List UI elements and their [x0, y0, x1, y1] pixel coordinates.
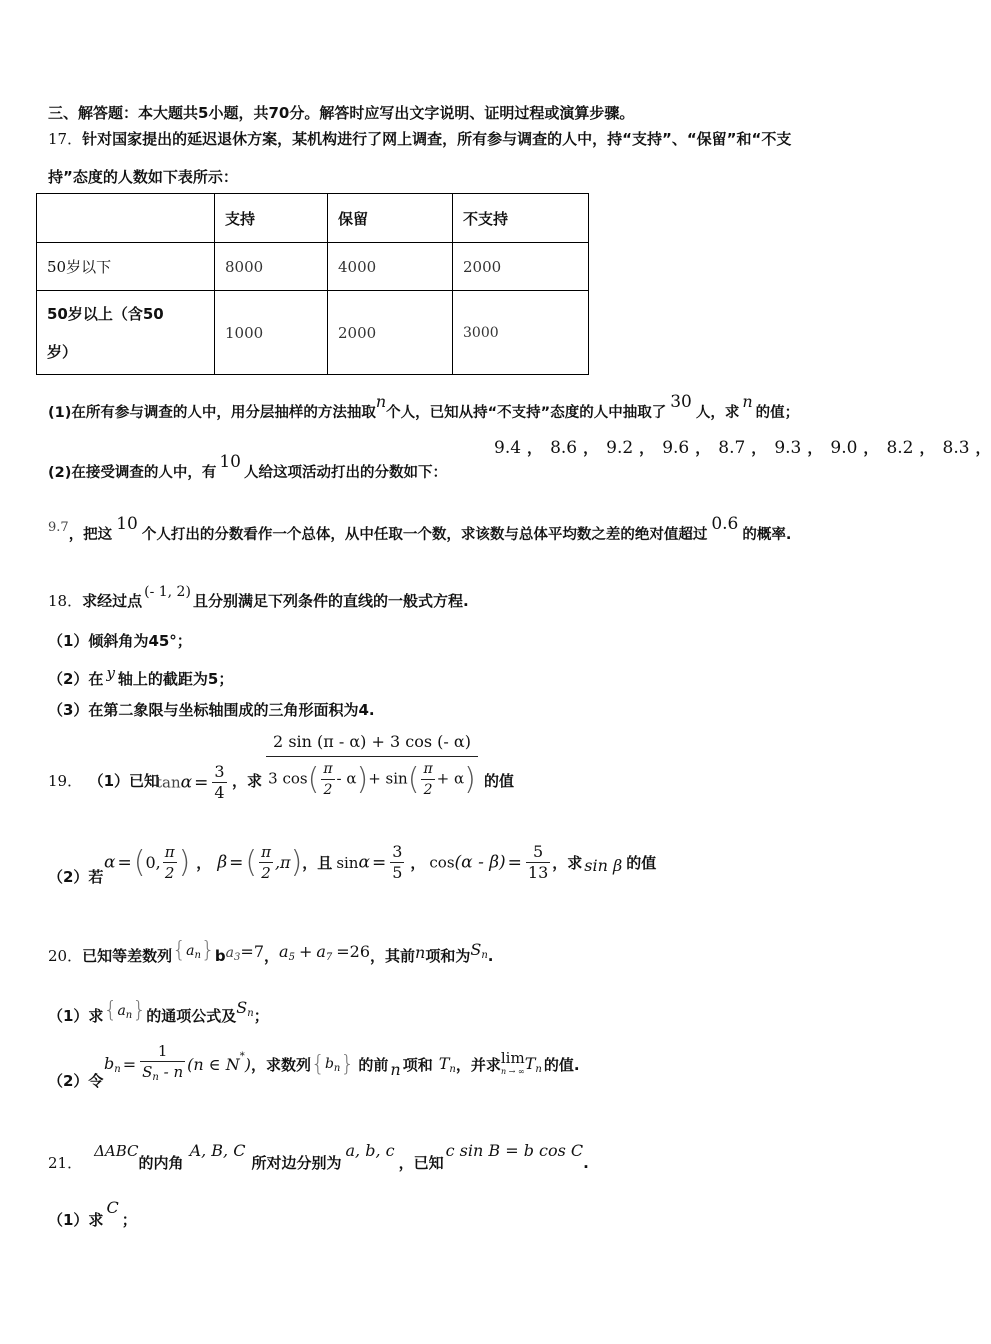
big-fraction-denominator — [266, 757, 478, 800]
subscript-n: n — [247, 1008, 254, 1019]
q21-text-a: 的内角 — [138, 1154, 184, 1172]
q17-p2-text-c: ，把这 — [68, 527, 113, 543]
q17-p2-text-a: (2)在接受调查的人中，有 — [48, 465, 217, 481]
pi-over-2 — [163, 842, 177, 883]
pi-over-2 — [321, 759, 334, 800]
paren-close: ) — [356, 762, 369, 797]
fraction-3-4 — [212, 762, 226, 803]
subscript-n: n — [152, 1072, 159, 1083]
two: 2 — [164, 864, 175, 882]
subscript-3: 3 — [234, 952, 241, 963]
row-label-text: 50岁以下 — [47, 258, 112, 276]
score: 9.0 — [830, 438, 858, 458]
alpha-minus-beta: (α - β) — [454, 852, 506, 873]
cos-term: 3 cos — [268, 769, 308, 788]
q20-part2-expression — [104, 1041, 580, 1088]
brace-close: } — [200, 938, 215, 963]
separator: ， — [751, 439, 767, 457]
table-cell: 2000 — [328, 291, 453, 375]
separator: ， — [695, 439, 711, 457]
subscript-n: n — [449, 1064, 456, 1075]
var-a: a — [225, 945, 235, 961]
q19-p1-label: （1）已知 — [96, 772, 160, 790]
q18-item2-prefix: （2）在 — [48, 670, 104, 688]
q17-p1-text-c: 人，求 — [695, 405, 740, 421]
plus-alpha: + α — [436, 769, 465, 788]
eq-7: =7 — [240, 942, 264, 961]
survey-table — [36, 193, 589, 375]
q18-stem — [48, 584, 469, 611]
equals-sign: = — [194, 772, 209, 793]
var-T: T — [438, 1054, 450, 1073]
table-header-cell: 支持 — [215, 194, 328, 243]
subscript-n: n — [114, 1064, 121, 1075]
pi-over-2 — [259, 842, 273, 883]
q21-text-b: 所对边分别为 — [251, 1154, 342, 1172]
q17-p1-text-d: 的值； — [755, 405, 800, 421]
var-n: n — [390, 1060, 401, 1079]
num-0-6: 0.6 — [711, 514, 739, 534]
sin-function: sin — [336, 853, 359, 872]
q20-p2-text-d: 项和 — [402, 1056, 433, 1074]
Tn — [525, 1054, 542, 1073]
eq-26: =26 — [336, 942, 371, 961]
lim-subscript: n → ∞ — [500, 1066, 525, 1076]
angles-abc: A, B, C — [189, 1141, 246, 1160]
subscript-n: n — [535, 1064, 542, 1075]
seq-an — [186, 943, 201, 959]
table-header-cell — [37, 194, 215, 243]
minus-n: - n — [163, 1063, 184, 1081]
brace-open: { — [103, 998, 118, 1023]
q19-p2-expression — [104, 842, 656, 883]
q17-part2-line2 — [48, 514, 791, 544]
separator: ， — [919, 439, 935, 457]
pi: π — [164, 843, 175, 861]
tail-text: 的值 — [626, 854, 657, 872]
table-header-cell: 不支持 — [453, 194, 589, 243]
q17-p2-text-b: 人给这项活动打出的分数如下： — [243, 465, 447, 481]
paren-open: ( — [245, 845, 258, 880]
q17-p2-text-e: 的概率. — [742, 527, 792, 543]
subscript-5: 5 — [288, 952, 295, 963]
q17-p1-text-b: 个人，已知从持“不支持”态度的人中抽取了 — [386, 405, 667, 421]
triangle-abc: ΔABC — [94, 1142, 139, 1160]
two: 2 — [323, 782, 333, 798]
plus-sign: + — [298, 942, 313, 961]
q20-p1-text-b: 的通项公式及 — [146, 1007, 237, 1025]
period: . — [487, 947, 494, 965]
Sn — [236, 998, 253, 1017]
num-30: 30 — [670, 392, 692, 412]
q20-p2-text-c: 的前 — [358, 1056, 389, 1074]
subscript-n: n — [333, 1062, 341, 1074]
comma-pi: ,π — [274, 853, 291, 872]
var-n: n — [375, 392, 387, 411]
numerator: 3 — [214, 762, 225, 781]
score: 8.2 — [886, 438, 914, 458]
table-row — [37, 243, 589, 291]
q18-item3: （3）在第二象限与坐标轴围成的三角形面积为4. — [48, 701, 375, 719]
q21-text-c: ，已知 — [398, 1154, 444, 1172]
sin-term: + sin — [368, 769, 408, 788]
var-a: a — [279, 942, 289, 961]
table-row-label — [37, 243, 215, 291]
minus-alpha: - α — [336, 769, 357, 788]
brace-close: } — [340, 1052, 355, 1077]
var-alpha: α — [180, 772, 193, 793]
q21-part1 — [48, 1198, 137, 1230]
var-a: a — [186, 943, 195, 959]
paren-open: ( — [133, 845, 146, 880]
separator: ， — [410, 854, 426, 872]
score: 9.2 — [606, 438, 634, 458]
point-coordinates: (- 1, 2) — [144, 584, 191, 600]
q17-part1 — [48, 392, 799, 422]
q17-p1-text-a: (1)在所有参与调查的人中，用分层抽样的方法抽取 — [48, 405, 376, 421]
q20-stem — [48, 938, 494, 966]
separator: ， — [639, 439, 655, 457]
fraction-3-5 — [390, 842, 404, 883]
seq-an — [117, 1003, 132, 1019]
numerator: 5 — [526, 842, 550, 863]
separator: ， — [196, 854, 212, 872]
big-fraction-numerator: 2 sin (π - α) + 3 cos (- α) — [266, 730, 478, 757]
superscript-star: * — [239, 1051, 245, 1062]
section-header: 三、解答题：本大题共5小题，共70分。解答时应写出文字说明、证明过程或演算步骤。 — [48, 104, 635, 122]
subscript-7: 7 — [325, 952, 333, 963]
q21-p1-text-b: ； — [121, 1211, 137, 1229]
equation-given: c sin B = b cos C — [445, 1141, 584, 1160]
paren-close: ) — [464, 762, 476, 797]
two: 2 — [423, 782, 433, 798]
subscript-n: n — [125, 1010, 133, 1021]
var-y: y — [106, 664, 115, 682]
q18-item2 — [48, 664, 233, 689]
q20-p2-text-b: ，求数列 — [250, 1056, 311, 1074]
num-10: 10 — [219, 452, 241, 472]
equals-sign: = — [122, 1055, 137, 1074]
denominator: 5 — [392, 863, 403, 882]
sides-abc: a, b, c — [345, 1141, 395, 1160]
q20-p1-text-c: ； — [253, 1007, 269, 1025]
q17-p2-text-d: 个人打出的分数看作一个总体，从中任取一个数，求该数与总体平均数之差的绝对值超过 — [141, 527, 708, 543]
pi: π — [261, 843, 271, 861]
var-a: a — [316, 942, 326, 961]
var-b: b — [104, 1054, 115, 1073]
num-10: 10 — [116, 514, 138, 534]
lim-text: lim — [500, 1048, 525, 1067]
bn — [104, 1054, 121, 1073]
score: 9.7 — [48, 520, 69, 535]
var-b: b — [324, 1055, 334, 1072]
q19-tail: 的值 — [484, 772, 515, 790]
var-n: n — [415, 943, 426, 962]
table-cell: 8000 — [215, 243, 328, 291]
fraction-bn — [140, 1041, 185, 1088]
seq-bn — [325, 1056, 340, 1072]
var-C: C — [106, 1198, 119, 1217]
paren-open: ( — [407, 762, 420, 797]
brace-close: } — [132, 998, 147, 1023]
table-row — [37, 291, 589, 375]
q19-number: 19． — [48, 772, 83, 790]
domain-n-in-N: (n ∈ N — [187, 1055, 240, 1074]
equals-sign: = — [117, 852, 132, 873]
q19-p2-label: （2）若 — [48, 868, 104, 886]
paren-open: ( — [307, 762, 320, 797]
a5 — [279, 942, 295, 961]
score: 9.4 — [494, 438, 522, 458]
equals-sign: = — [229, 852, 244, 873]
var-a: a — [117, 1003, 126, 1019]
q18-item1: （1）倾斜角为45°； — [48, 632, 192, 650]
q18-text-b: 且分别满足下列条件的直线的一般式方程. — [192, 592, 469, 610]
q17-part2-line1 — [48, 452, 447, 482]
subscript-n: n — [194, 950, 201, 961]
zero: 0, — [145, 853, 161, 872]
q20-number: 20． — [48, 947, 83, 965]
q20-text-b: b — [214, 947, 226, 965]
q21-stem — [48, 1141, 589, 1173]
paren-close: ) — [178, 845, 191, 880]
row-label-line1: 50岁以上（含50 — [47, 304, 164, 323]
cos-function: cos — [429, 853, 455, 872]
q20-part1 — [48, 998, 269, 1026]
Tn — [439, 1054, 456, 1073]
numerator: 3 — [392, 842, 403, 861]
denominator: 4 — [214, 783, 225, 802]
var-S: S — [142, 1063, 153, 1081]
and-text: ，且 — [302, 854, 333, 872]
separator: ， — [583, 439, 599, 457]
table-cell: 3000 — [453, 291, 589, 375]
pi-over-2 — [421, 759, 434, 800]
q18-item2-text: 轴上的截距为5； — [117, 670, 234, 688]
table-cell: 1000 — [215, 291, 328, 375]
var-S: S — [236, 998, 248, 1017]
pi: π — [321, 759, 334, 780]
table-cell: 2000 — [453, 243, 589, 291]
q20-p2-text-f: 的值. — [543, 1056, 580, 1074]
separator: ， — [527, 439, 543, 457]
q18-number: 18． — [48, 592, 83, 610]
var-alpha: α — [104, 852, 116, 873]
paren-close: ) — [244, 1055, 251, 1074]
table-header-cell: 保留 — [328, 194, 453, 243]
var-alpha: α — [358, 852, 370, 873]
row-label-line2: 岁） — [47, 342, 78, 361]
q20-p1-text-a: （1）求 — [48, 1007, 104, 1025]
q19-ask: ，求 — [232, 772, 263, 790]
subscript-n: n — [481, 950, 488, 961]
q17-number: 17． — [48, 130, 83, 148]
table-cell: 4000 — [328, 243, 453, 291]
a3 — [226, 945, 241, 961]
score: 8.7 — [718, 438, 746, 458]
var-T: T — [524, 1054, 536, 1073]
table-header-row — [37, 194, 589, 243]
tan-expression — [156, 762, 229, 803]
separator: ， — [975, 439, 991, 457]
q21-number: 21． — [48, 1154, 83, 1172]
fraction-5-13 — [526, 842, 550, 883]
q20-p2-text-e: ，并求 — [455, 1056, 501, 1074]
denominator — [140, 1062, 185, 1088]
paren-close: ) — [290, 845, 303, 880]
score: 8.6 — [550, 438, 578, 458]
sin-beta: sin β — [584, 856, 623, 875]
equals-sign: = — [507, 852, 522, 873]
ask-text: ，求 — [552, 854, 583, 872]
q20-text-d: 项和为 — [425, 947, 471, 965]
equals-sign: = — [371, 852, 387, 873]
var-beta: β — [217, 852, 228, 873]
table-row-label — [37, 291, 215, 375]
q20-part2-label: （2）令 — [48, 1072, 104, 1090]
separator: ， — [264, 947, 280, 965]
a7 — [316, 942, 332, 961]
big-fraction — [266, 730, 478, 800]
tan-function: tan — [156, 773, 181, 792]
numerator: 1 — [140, 1041, 185, 1062]
two: 2 — [261, 864, 271, 882]
score: 9.6 — [662, 438, 690, 458]
limit — [500, 1048, 525, 1079]
q19-stem — [48, 770, 159, 791]
score: 9.3 — [774, 438, 802, 458]
q17-text-line2: 持”态度的人数如下表所示： — [48, 168, 238, 186]
var-S: S — [470, 940, 482, 959]
q21-p1-text-a: （1）求 — [48, 1211, 104, 1229]
q20-text-a: 已知等差数列 — [82, 947, 173, 965]
period: . — [583, 1154, 589, 1172]
q20-text-c: ，其前 — [370, 947, 416, 965]
denominator: 13 — [527, 863, 549, 882]
separator: ， — [863, 439, 879, 457]
separator: ， — [807, 439, 823, 457]
var-n: n — [742, 392, 753, 411]
q18-text-a: 求经过点 — [82, 592, 143, 610]
q17-line1 — [48, 128, 791, 149]
q17-text-line1: 针对国家提出的延迟退休方案，某机构进行了网上调查，所有参与调查的人中，持“支持”、“保留”和“不支 — [82, 130, 792, 148]
pi: π — [421, 759, 434, 780]
scores-list — [494, 437, 991, 458]
brace-open: { — [172, 938, 187, 963]
Sn — [470, 940, 487, 959]
score: 8.3 — [942, 438, 970, 458]
brace-open: { — [310, 1052, 325, 1077]
